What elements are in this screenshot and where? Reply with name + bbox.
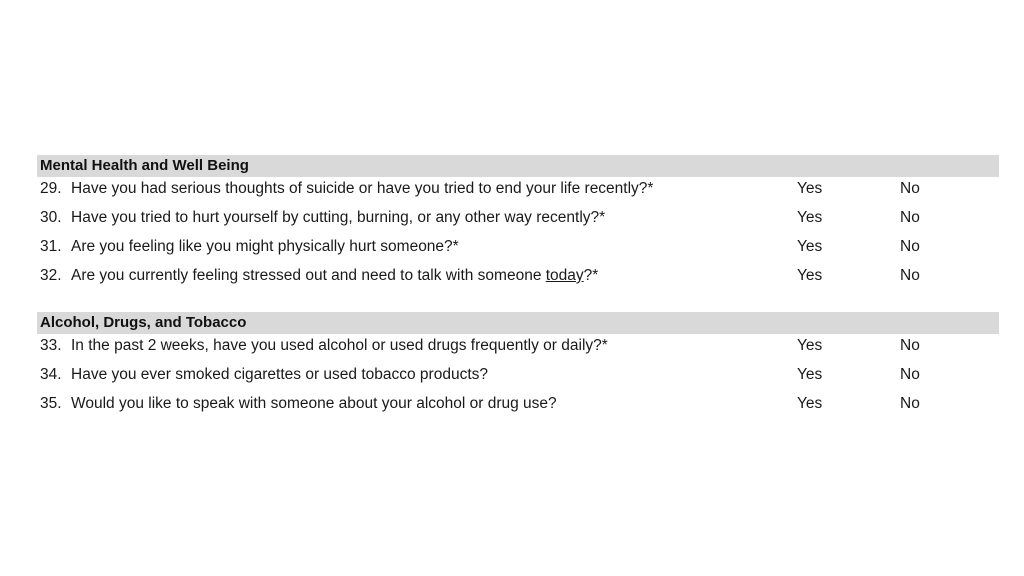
answer-no-option[interactable]: No bbox=[900, 267, 920, 284]
answer-yes-option[interactable]: Yes bbox=[797, 180, 823, 197]
question-text-start: Are you currently feeling stressed out and need to talk with someone bbox=[71, 267, 546, 284]
question-text: Are you feeling like you might physically hurt someone?* bbox=[71, 238, 459, 255]
question-number: 35. bbox=[40, 395, 62, 412]
question-text-emphasis: today bbox=[545, 267, 584, 284]
answer-no-option[interactable]: No bbox=[900, 209, 920, 226]
question-row-34 bbox=[37, 360, 999, 389]
answer-yes-option[interactable]: Yes bbox=[797, 366, 823, 383]
questionnaire-form bbox=[37, 155, 999, 418]
question-text bbox=[71, 261, 598, 290]
answer-yes-option[interactable]: Yes bbox=[797, 267, 823, 284]
answer-no-option[interactable]: No bbox=[900, 238, 920, 255]
question-text: In the past 2 weeks, have you used alcohol or used drugs frequently or daily?* bbox=[71, 337, 608, 354]
question-number: 29. bbox=[40, 180, 62, 197]
question-row-29 bbox=[37, 174, 999, 203]
question-row-35 bbox=[37, 389, 999, 418]
question-number: 34. bbox=[40, 366, 62, 383]
section-header-mental-health: Mental Health and Well Being bbox=[37, 155, 999, 177]
question-text: Have you tried to hurt yourself by cutting, burning, or any other way recently?* bbox=[71, 209, 606, 226]
question-row-33 bbox=[37, 331, 999, 360]
question-number: 31. bbox=[40, 238, 62, 255]
question-text: Have you ever smoked cigarettes or used tobacco products? bbox=[71, 366, 489, 383]
question-row-32 bbox=[37, 261, 999, 290]
question-number: 33. bbox=[40, 337, 62, 354]
answer-no-option[interactable]: No bbox=[900, 180, 920, 197]
answer-no-option[interactable]: No bbox=[900, 395, 920, 412]
question-text: Would you like to speak with someone about your alcohol or drug use? bbox=[71, 395, 557, 412]
question-number: 32. bbox=[40, 267, 62, 284]
answer-yes-option[interactable]: Yes bbox=[797, 337, 823, 354]
section-spacer bbox=[37, 290, 999, 312]
answer-yes-option[interactable]: Yes bbox=[797, 238, 823, 255]
answer-no-option[interactable]: No bbox=[900, 366, 920, 383]
question-text: Have you had serious thoughts of suicide or have you tried to end your life recently?* bbox=[71, 180, 654, 197]
answer-yes-option[interactable]: Yes bbox=[797, 395, 823, 412]
answer-yes-option[interactable]: Yes bbox=[797, 209, 823, 226]
question-row-31 bbox=[37, 232, 999, 261]
answer-no-option[interactable]: No bbox=[900, 337, 920, 354]
question-row-30 bbox=[37, 203, 999, 232]
section-header-alcohol-drugs-tobacco: Alcohol, Drugs, and Tobacco bbox=[37, 312, 999, 334]
question-number: 30. bbox=[40, 209, 62, 226]
question-text-end: ?* bbox=[583, 267, 599, 284]
